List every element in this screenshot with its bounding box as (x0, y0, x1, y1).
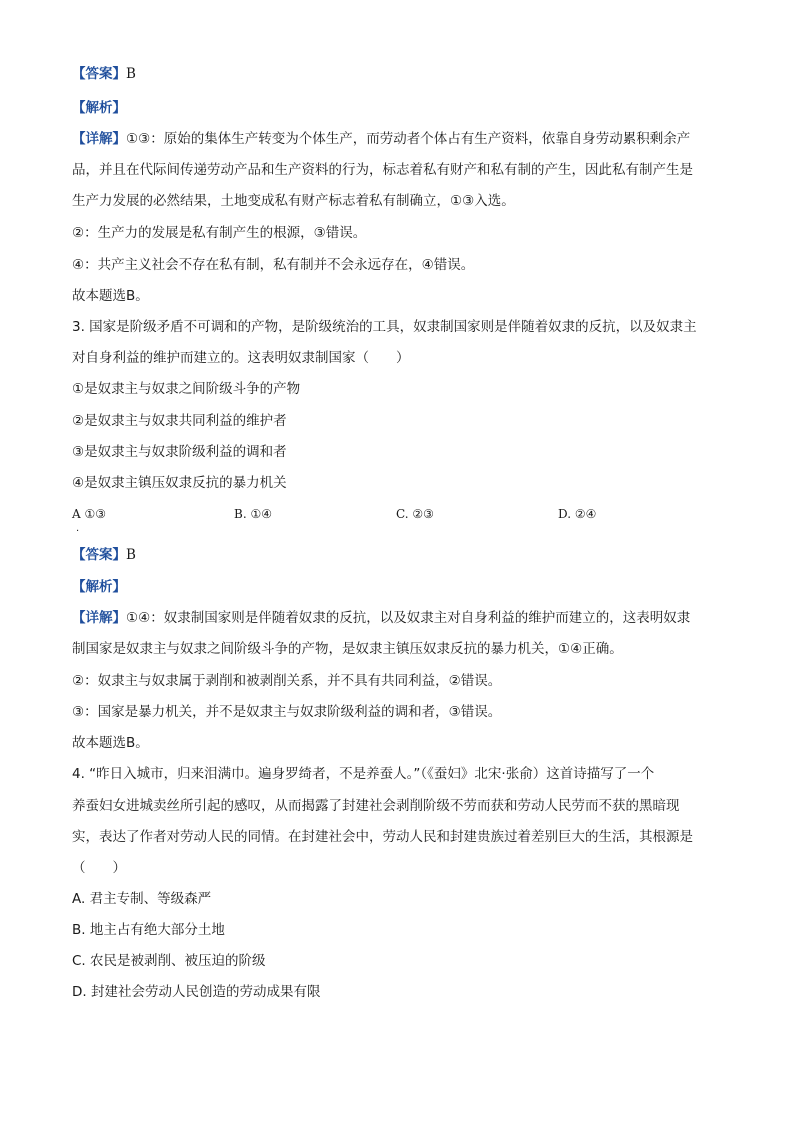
question-stem: 对自身利益的维护而建立的。这表明奴隶制国家（ ） (72, 350, 410, 366)
answer-line (72, 64, 732, 84)
question-item: ④是奴隶主镇压奴隶反抗的暴力机关 (72, 475, 287, 491)
conclusion-line: 故本题选B。 (72, 735, 149, 751)
note-line: ③：国家是暴力机关，并不是奴隶主与奴隶阶级利益的调和者，③错误。 (72, 704, 502, 720)
detail-line: 生产力发展的必然结果，土地变成私有财产标志着私有制确立，①③入选。 (72, 193, 515, 209)
detail-tag: 【详解】 (72, 131, 126, 147)
analysis-tag: 【解析】 (72, 579, 126, 595)
note-line: ②：奴隶主与奴隶属于剥削和被剥削关系，并不具有共同利益，②错误。 (72, 673, 502, 689)
detail-line: 制国家是奴隶主与奴隶之间阶级斗争的产物，是奴隶主镇压奴隶反抗的暴力机关，①④正确。 (72, 641, 623, 657)
analysis-heading (72, 577, 732, 597)
note-line: ④：共产主义社会不存在私有制，私有制并不会永远存在，④错误。 (72, 257, 475, 273)
question-stem: 实，表达了作者对劳动人民的同情。在封建社会中，劳动人民和封建贵族过着差别巨大的生活，其根源是 (72, 829, 693, 845)
answer-tag: 【答案】 (72, 547, 126, 563)
detail-text: ①③：原始的集体生产转变为个体生产，而劳动者个体占有生产资料，依靠自身劳动累积剩余产 (126, 131, 691, 147)
option-c: C. 农民是被剥削、被压迫的阶级 (72, 953, 266, 969)
option-a: A ①③ (72, 507, 106, 521)
analysis-heading (72, 98, 732, 118)
analysis-tag: 【解析】 (72, 100, 126, 116)
answer-value: B (126, 547, 136, 563)
detail-line (72, 129, 732, 149)
question-stem: 养蚕妇女进城卖丝所引起的感叹，从而揭露了封建社会剥削阶级不劳而获和劳动人民劳而不获的黑暗现 (72, 798, 680, 814)
option-a: A. 君主专制、等级森严 (72, 891, 212, 907)
option-c: C. ②③ (396, 507, 434, 521)
question-stem: 4. “昨日入城市，归来泪满巾。遍身罗绮者，不是养蚕人。”（《蚕妇》北宋·张俞）这首诗描写了一个 (72, 766, 655, 782)
answer-value: B (126, 66, 136, 82)
conclusion-line: 故本题选B。 (72, 288, 149, 304)
question-stem: 3. 国家是阶级矛盾不可调和的产物，是阶级统治的工具，奴隶制国家则是伴随着奴隶的反抗，以及奴隶主 (72, 319, 697, 335)
answer-tag: 【答案】 (72, 66, 126, 82)
answer-line (72, 545, 732, 565)
question-item: ②是奴隶主与奴隶共同利益的维护者 (72, 413, 287, 429)
detail-text: ①④：奴隶制国家则是伴随着奴隶的反抗，以及奴隶主对自身利益的维护而建立的，这表明奴隶 (126, 610, 691, 626)
option-b: B. ①④ (234, 507, 272, 521)
stray-dot: . (76, 523, 80, 534)
question-item: ①是奴隶主与奴隶之间阶级斗争的产物 (72, 381, 301, 397)
detail-line (72, 608, 732, 628)
option-d: D. 封建社会劳动人民创造的劳动成果有限 (72, 984, 321, 1000)
note-line: ②：生产力的发展是私有制产生的根源，③错误。 (72, 225, 367, 241)
question-item: ③是奴隶主与奴隶阶级利益的调和者 (72, 444, 287, 460)
option-d: D. ②④ (558, 507, 597, 521)
detail-line: 品，并且在代际间传递劳动产品和生产资料的行为，标志着私有财产和私有制的产生，因此私有制产生是 (72, 162, 693, 178)
question-stem: （ ） (72, 860, 126, 876)
option-b: B. 地主占有绝大部分土地 (72, 922, 225, 938)
detail-tag: 【详解】 (72, 610, 126, 626)
